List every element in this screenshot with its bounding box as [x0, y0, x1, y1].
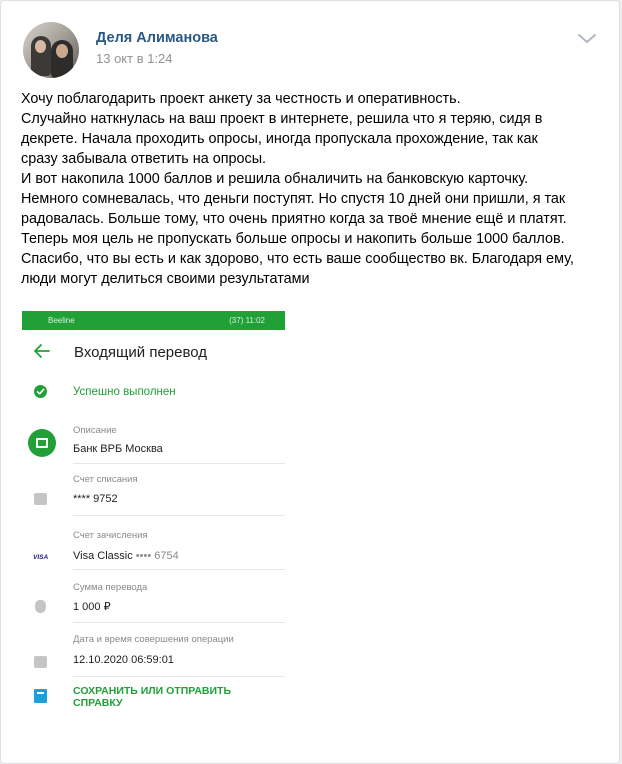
divider	[73, 569, 285, 570]
back-arrow-icon	[34, 344, 50, 358]
post-text-line: И вот накопила 1000 баллов и решила обналичить на банковскую карточку.	[21, 171, 529, 187]
bank-logo-icon	[28, 429, 56, 457]
carrier-name: Beeline	[48, 316, 75, 325]
chevron-down-icon[interactable]	[576, 31, 598, 47]
status-time: (37) 11:02	[229, 316, 265, 325]
card-name: Visa Classic	[73, 550, 133, 562]
save-or-send-receipt-button[interactable]: СОХРАНИТЬ ИЛИ ОТПРАВИТЬ СПРАВКУ	[73, 685, 232, 709]
post-text-line: люди могут делиться своими результатами	[21, 271, 310, 287]
post-text-line: сразу забывала ответить на опросы.	[21, 151, 267, 167]
avatar-face-left	[35, 40, 46, 53]
check-circle-icon	[34, 385, 47, 398]
phone-status-bar	[22, 311, 285, 330]
card-number-suffix: •••• 6754	[135, 550, 179, 562]
credit-label: Счет зачисления	[73, 530, 148, 541]
post-text-line: декрете. Начала проходить опросы, иногда пропускала прохождение, так как	[21, 131, 538, 147]
post-text-line: радовалась. Больше тому, что очень приятно когда за твоё мнение ещё и платят.	[21, 211, 567, 227]
datetime-label: Дата и время совершения операции	[73, 634, 234, 645]
calendar-icon	[34, 656, 47, 668]
amount-label: Сумма перевода	[73, 582, 148, 593]
amount-value: 1 000 ₽	[73, 601, 111, 613]
receipt-icon	[34, 689, 47, 703]
attached-screenshot[interactable]	[22, 311, 285, 715]
divider	[73, 515, 285, 516]
description-value: Банк ВРБ Москва	[73, 443, 163, 455]
credit-value	[73, 550, 179, 562]
screen-title: Входящий перевод	[74, 344, 208, 361]
divider	[73, 622, 285, 623]
visa-icon: VISA	[33, 554, 49, 561]
debit-label: Счет списания	[73, 474, 138, 485]
post-date[interactable]: 13 окт в 1:24	[96, 51, 173, 66]
post-text-line: Спасибо, что вы есть и как здорово, что есть ваше сообщество вк. Благодаря ему,	[21, 251, 574, 267]
post-text-line: Хочу поблагодарить проект анкету за честность и оперативность.	[21, 91, 461, 107]
divider	[73, 676, 285, 677]
post-text-line: Случайно наткнулась на ваш проект в интернете, решила что я теряю, сидя в	[21, 111, 543, 127]
author-name[interactable]: Деля Алиманова	[96, 30, 218, 46]
money-bag-icon	[35, 600, 46, 613]
avatar-face-right	[56, 44, 68, 58]
description-label: Описание	[73, 425, 117, 436]
datetime-value: 12.10.2020 06:59:01	[73, 654, 174, 666]
post-text-line: Немного сомневалась, что деньги поступят. Но спустя 10 дней они пришли, я так	[21, 191, 566, 207]
post-text-line: Теперь моя цель не пропускать больше опросы и накопить больше 1000 баллов.	[21, 231, 565, 247]
status-text: Успешно выполнен	[73, 386, 176, 398]
divider	[73, 463, 285, 464]
account-icon	[34, 493, 47, 505]
debit-value: **** 9752	[73, 493, 118, 505]
post-text	[21, 89, 606, 289]
author-avatar[interactable]	[23, 22, 79, 78]
